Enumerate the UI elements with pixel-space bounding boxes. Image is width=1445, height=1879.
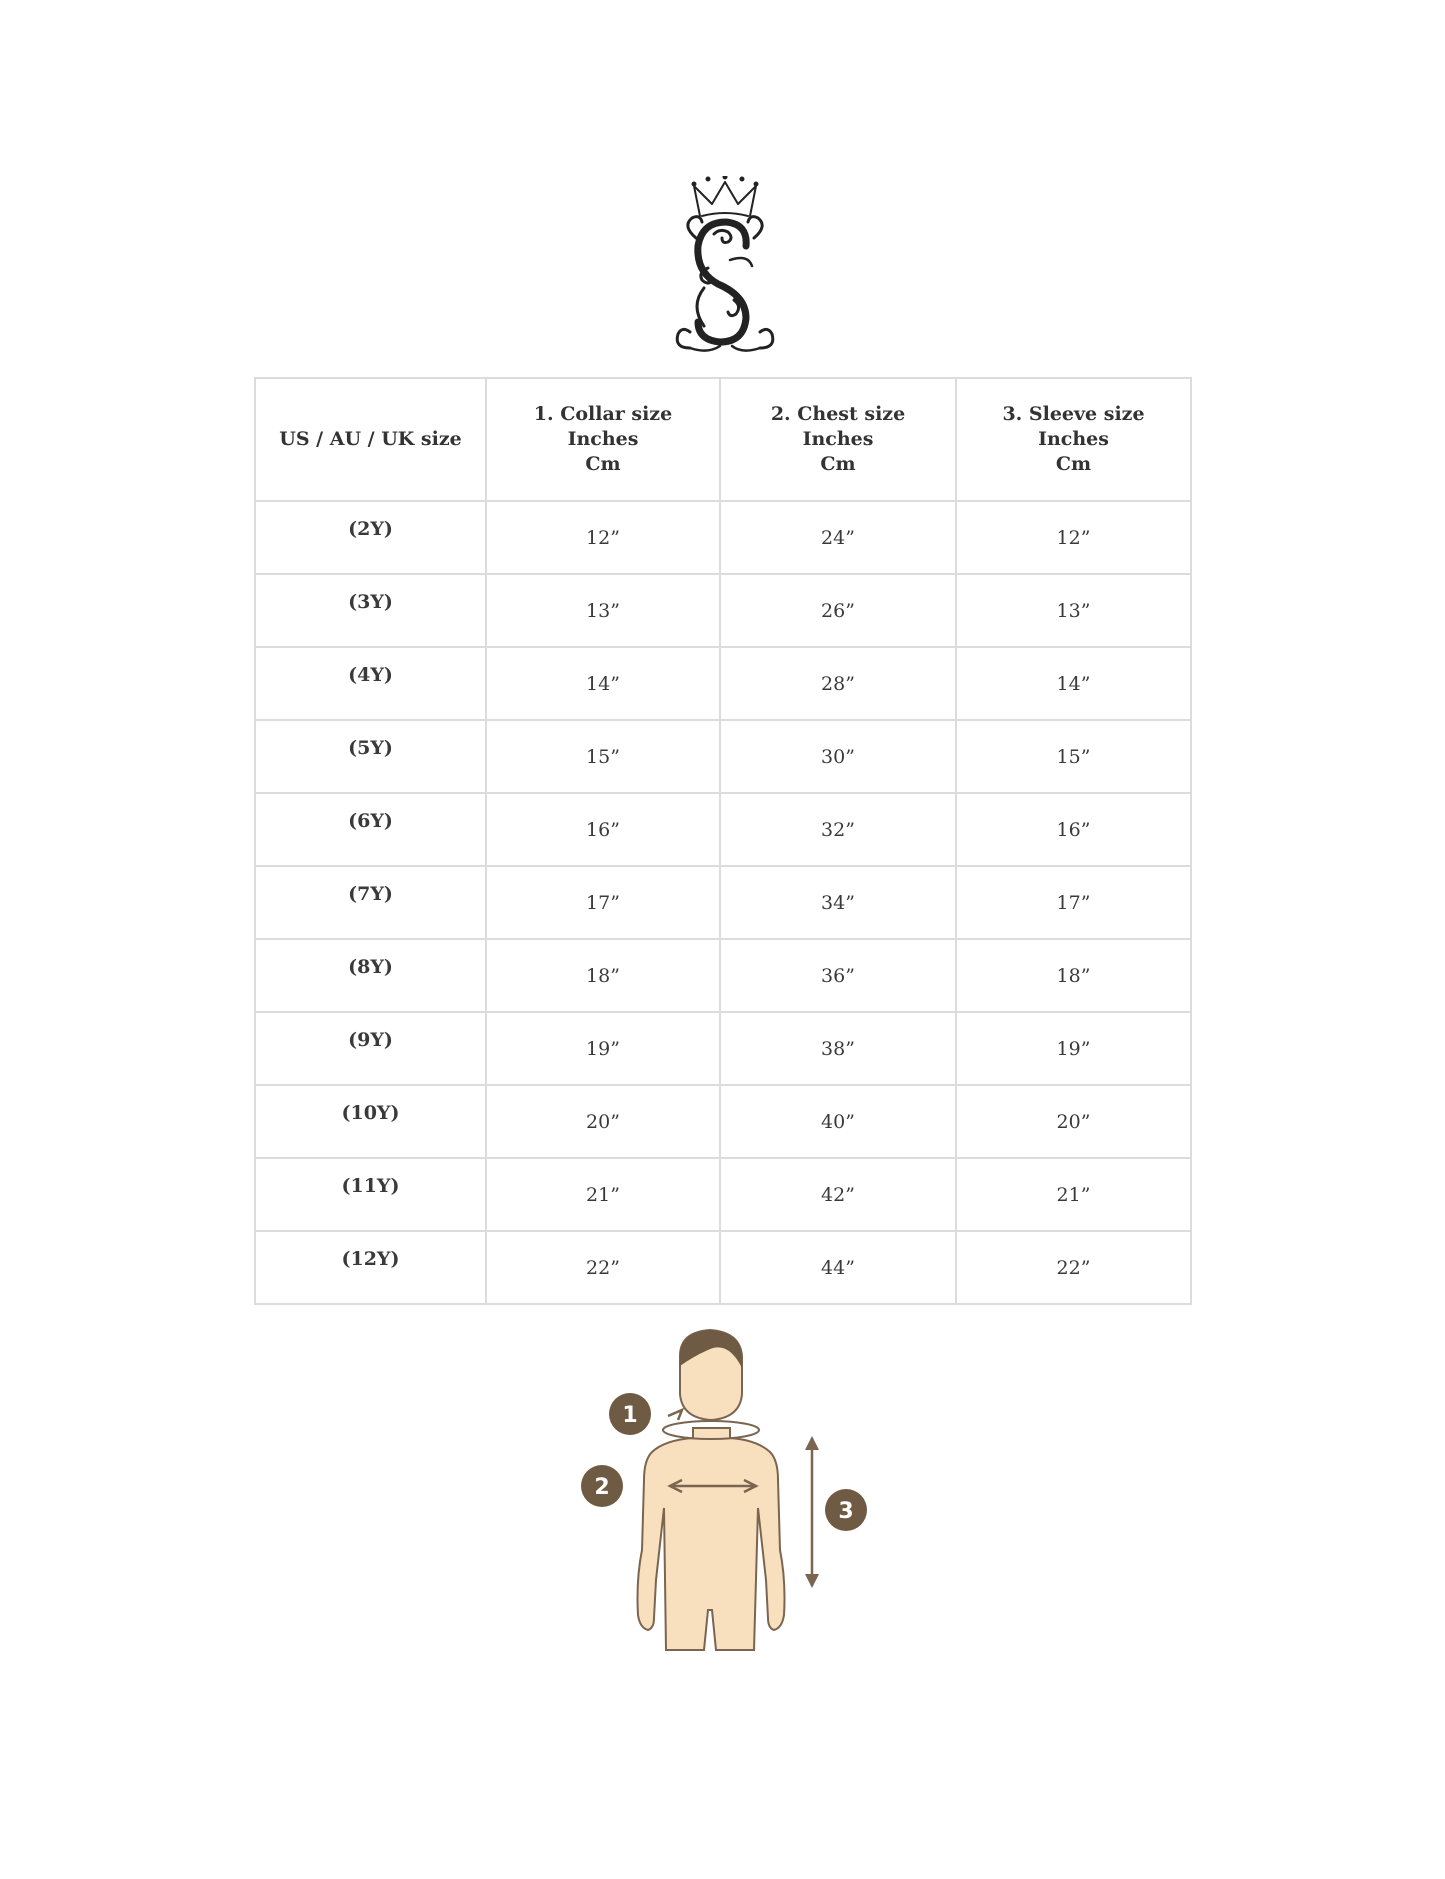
chest-cell-text: 40” xyxy=(821,1110,855,1133)
size-cell-text: (3Y) xyxy=(348,590,393,613)
body-measurement-illustration xyxy=(560,1310,900,1660)
sleeve-cell-text: 12” xyxy=(1056,526,1091,549)
badge-1-icon xyxy=(609,1393,651,1435)
chest-cell xyxy=(720,1085,956,1158)
header-chest xyxy=(720,378,956,501)
size-cell xyxy=(255,939,486,1012)
size-cell xyxy=(255,574,486,647)
table-row xyxy=(255,501,1191,574)
table-row xyxy=(255,1085,1191,1158)
header-sleeve xyxy=(956,378,1191,501)
collar-cell-text: 13” xyxy=(586,599,620,622)
chest-cell-text: 24” xyxy=(821,526,855,549)
size-cell-text: (5Y) xyxy=(348,736,393,759)
size-cell-text: (11Y) xyxy=(341,1174,400,1197)
collar-cell-text: 22” xyxy=(586,1256,620,1279)
svg-text:3: 3 xyxy=(838,1499,854,1524)
collar-cell-text: 16” xyxy=(586,818,620,841)
sleeve-cell xyxy=(956,647,1191,720)
chest-cell xyxy=(720,1158,956,1231)
collar-cell xyxy=(486,501,720,574)
sleeve-cell-text: 19” xyxy=(1056,1037,1091,1060)
chest-cell xyxy=(720,793,956,866)
collar-cell xyxy=(486,1231,720,1304)
collar-cell-text: 21” xyxy=(586,1183,620,1206)
header-line: 1. Collar size xyxy=(533,403,673,425)
table-header-row xyxy=(255,378,1191,501)
chest-cell-text: 38” xyxy=(821,1037,855,1060)
chest-cell-text: 26” xyxy=(821,599,855,622)
size-cell xyxy=(255,1231,486,1304)
measurement-guide-figure xyxy=(560,1310,900,1660)
svg-text:1: 1 xyxy=(622,1403,638,1428)
size-cell-text: (6Y) xyxy=(348,809,393,832)
chest-cell xyxy=(720,1012,956,1085)
header-line: 3. Sleeve size xyxy=(1002,403,1145,425)
collar-cell-text: 14” xyxy=(586,672,620,695)
size-cell-text: (12Y) xyxy=(341,1247,400,1270)
chest-cell xyxy=(720,1231,956,1304)
chest-cell-text: 44” xyxy=(821,1256,855,1279)
sleeve-cell-text: 16” xyxy=(1056,818,1091,841)
sleeve-cell xyxy=(956,1085,1191,1158)
collar-cell xyxy=(486,793,720,866)
size-cell xyxy=(255,793,486,866)
size-cell xyxy=(255,1158,486,1231)
size-cell-text: (2Y) xyxy=(348,517,393,540)
sleeve-cell xyxy=(956,939,1191,1012)
chest-cell-text: 30” xyxy=(821,745,855,768)
collar-cell xyxy=(486,647,720,720)
table-row xyxy=(255,1231,1191,1304)
table-row xyxy=(255,1158,1191,1231)
collar-cell xyxy=(486,574,720,647)
chest-cell xyxy=(720,574,956,647)
chest-cell xyxy=(720,720,956,793)
chest-cell xyxy=(720,501,956,574)
collar-cell-text: 12” xyxy=(586,526,620,549)
size-cell-text: (4Y) xyxy=(348,663,393,686)
header-size xyxy=(255,378,486,501)
size-cell-text: (9Y) xyxy=(348,1028,393,1051)
collar-cell-text: 15” xyxy=(586,745,620,768)
chest-cell xyxy=(720,647,956,720)
collar-cell xyxy=(486,866,720,939)
collar-cell xyxy=(486,1158,720,1231)
collar-cell xyxy=(486,1012,720,1085)
collar-cell-text: 19” xyxy=(586,1037,620,1060)
header-line: US / AU / UK size xyxy=(279,428,462,450)
sleeve-cell-text: 15” xyxy=(1056,745,1091,768)
collar-cell-text: 17” xyxy=(586,891,620,914)
badge-2-icon xyxy=(581,1465,623,1507)
sleeve-cell xyxy=(956,1012,1191,1085)
collar-cell-text: 18” xyxy=(586,964,620,987)
size-cell xyxy=(255,1085,486,1158)
sleeve-cell xyxy=(956,866,1191,939)
chest-cell xyxy=(720,939,956,1012)
header-line: Cm xyxy=(820,453,856,475)
collar-cell-text: 20” xyxy=(586,1110,620,1133)
size-cell xyxy=(255,501,486,574)
collar-cell xyxy=(486,939,720,1012)
collar-cell xyxy=(486,720,720,793)
table-row xyxy=(255,720,1191,793)
size-cell xyxy=(255,720,486,793)
sleeve-cell-text: 20” xyxy=(1056,1110,1091,1133)
sleeve-cell-text: 18” xyxy=(1056,964,1091,987)
sleeve-cell xyxy=(956,720,1191,793)
chest-cell-text: 32” xyxy=(821,818,855,841)
sleeve-cell xyxy=(956,1158,1191,1231)
brand-logo xyxy=(668,176,782,356)
header-line: Cm xyxy=(1055,453,1092,475)
chest-cell-text: 42” xyxy=(821,1183,855,1206)
sleeve-cell xyxy=(956,501,1191,574)
header-line: Inches xyxy=(802,428,874,450)
sleeve-cell-text: 21” xyxy=(1056,1183,1091,1206)
sleeve-cell xyxy=(956,1231,1191,1304)
chest-cell-text: 34” xyxy=(821,891,855,914)
size-cell xyxy=(255,647,486,720)
sleeve-cell xyxy=(956,793,1191,866)
header-line: Cm xyxy=(585,453,621,475)
sleeve-cell xyxy=(956,574,1191,647)
chest-cell-text: 36” xyxy=(821,964,855,987)
table-row xyxy=(255,1012,1191,1085)
sleeve-cell-text: 13” xyxy=(1056,599,1091,622)
header-line: 2. Chest size xyxy=(770,403,906,425)
table-row xyxy=(255,939,1191,1012)
table-row xyxy=(255,866,1191,939)
sleeve-cell-text: 14” xyxy=(1056,672,1091,695)
table-row xyxy=(255,793,1191,866)
chest-cell-text: 28” xyxy=(821,672,855,695)
sleeve-cell-text: 22” xyxy=(1056,1256,1091,1279)
header-line: Inches xyxy=(567,428,639,450)
size-cell-text: (8Y) xyxy=(348,955,393,978)
size-cell xyxy=(255,866,486,939)
crowned-letter-s-monogram-icon xyxy=(668,176,782,356)
chest-cell xyxy=(720,866,956,939)
table-row xyxy=(255,574,1191,647)
size-chart-table xyxy=(254,377,1192,1305)
size-cell-text: (10Y) xyxy=(341,1101,400,1124)
header-line: Inches xyxy=(1038,428,1109,450)
collar-cell xyxy=(486,1085,720,1158)
sleeve-cell-text: 17” xyxy=(1056,891,1091,914)
header-collar xyxy=(486,378,720,501)
size-cell-text: (7Y) xyxy=(348,882,393,905)
table-row xyxy=(255,647,1191,720)
badge-3-icon xyxy=(825,1489,867,1531)
size-cell xyxy=(255,1012,486,1085)
svg-text:2: 2 xyxy=(594,1475,610,1500)
